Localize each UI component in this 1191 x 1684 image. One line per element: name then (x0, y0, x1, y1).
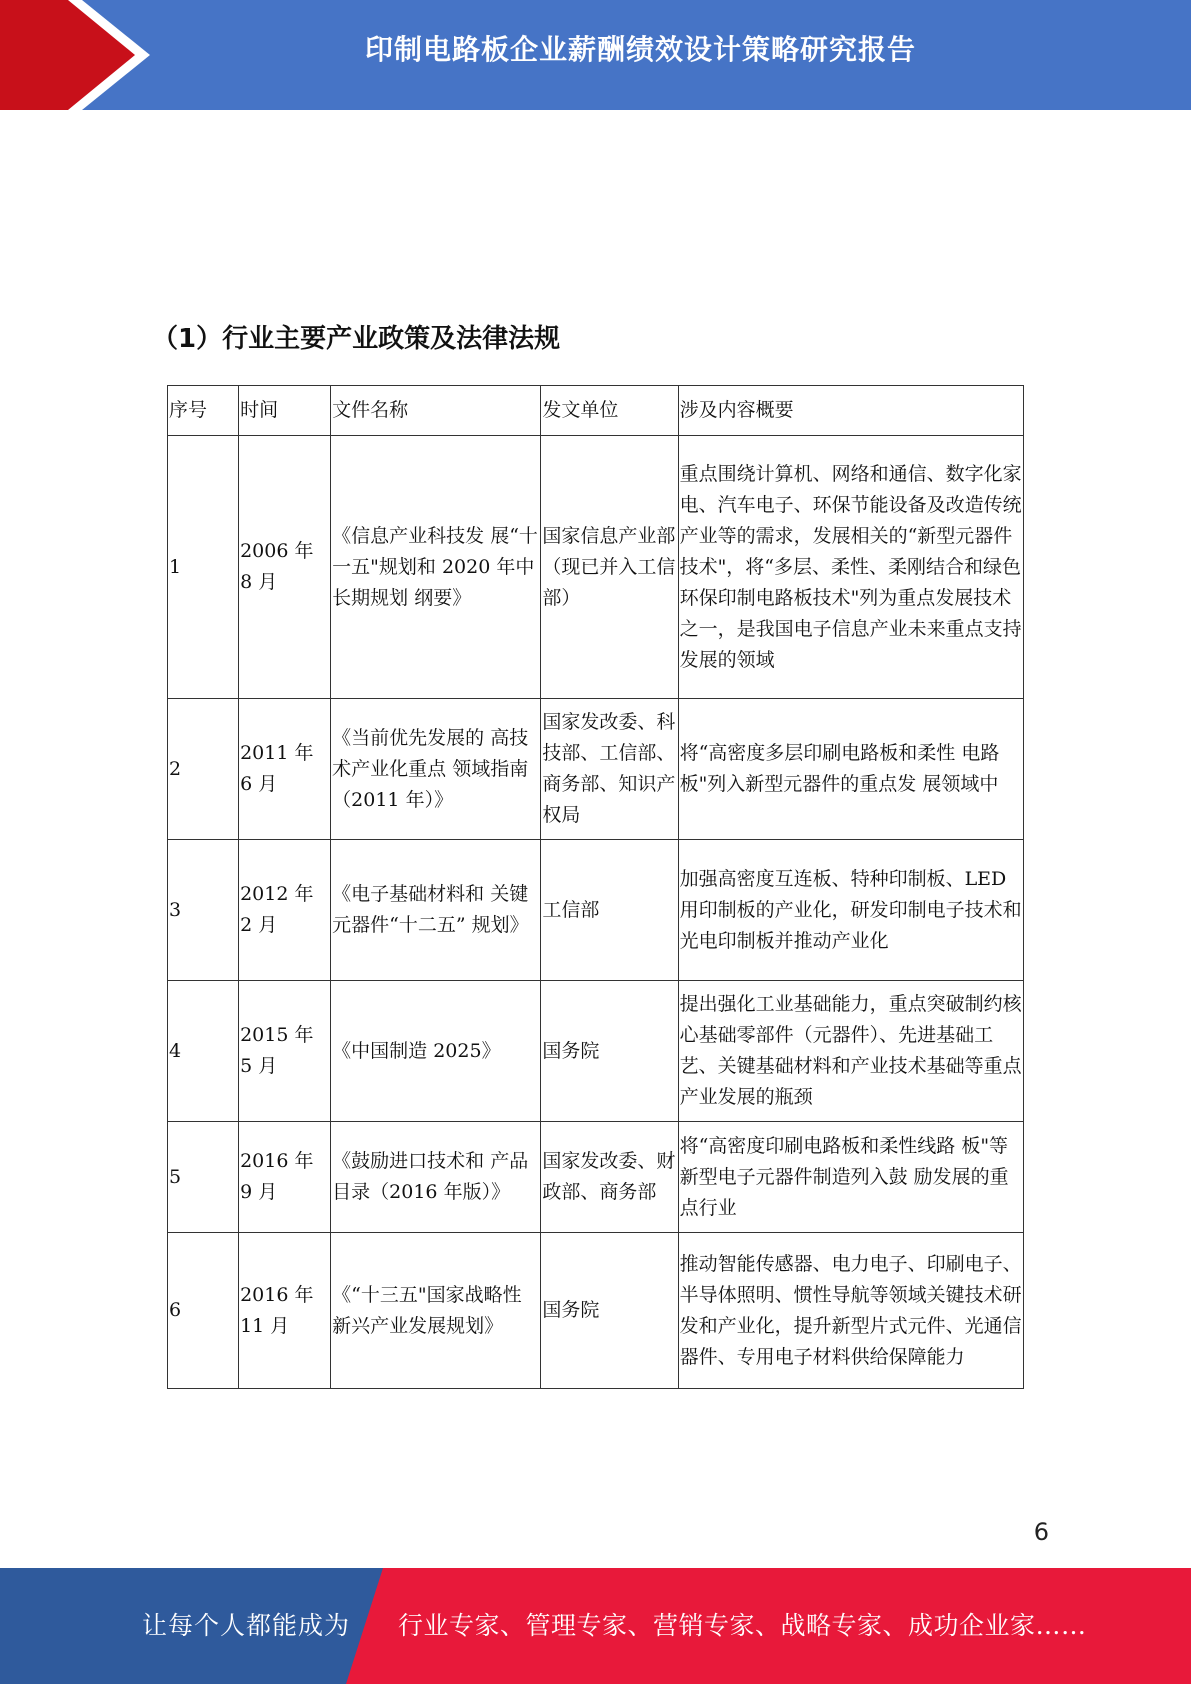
cell-issuer: 国家发改委、科技部、工信部、商务部、知识产权局 (541, 699, 678, 840)
cell-document: 《电子基础材料和 关键元器件“十二五” 规划》 (331, 840, 541, 981)
cell-document: 《当前优先发展的 高技术产业化重点 领域指南（2011 年）》 (331, 699, 541, 840)
cell-no: 4 (168, 981, 239, 1122)
cell-summary: 将“高密度多层印刷电路板和柔性 电路板"列入新型元器件的重点发 展领域中 (678, 699, 1023, 840)
table-row (168, 981, 1024, 1122)
cell-summary: 提出强化工业基础能力，重点突破制约核心基础零部件（元器件）、先进基础工艺、关键基础材料和产业技术基础等重点产业发展的瓶颈 (678, 981, 1023, 1122)
cell-no: 1 (168, 436, 239, 699)
table-row (168, 1122, 1024, 1233)
cell-issuer: 国务院 (541, 1233, 678, 1389)
section-heading: （1）行业主要产业政策及法律法规 (152, 324, 561, 354)
cell-time: 2016 年 11 月 (239, 1233, 331, 1389)
table-row (168, 436, 1024, 699)
page-number: 6 (1033, 1518, 1049, 1546)
cell-summary: 重点围绕计算机、网络和通信、数字化家电、汽车电子、环保节能设备及改造传统产业等的需求，发展相关的“新型元器件技术"，将“多层、柔性、柔刚结合和绿色环保印制电路板技术"列为重点发展技术 之一，是我国电子信息产业未来重点支持发展的领域 (678, 436, 1023, 699)
cell-no: 3 (168, 840, 239, 981)
column-header-summary: 涉及内容概要 (678, 386, 1023, 436)
table-row (168, 699, 1024, 840)
cell-document: 《“十三五"国家战略性新兴产业发展规划》 (331, 1233, 541, 1389)
table-row (168, 1233, 1024, 1389)
cell-time: 2011 年 6 月 (239, 699, 331, 840)
cell-summary: 将“高密度印刷电路板和柔性线路 板"等新型电子元器件制造列入鼓 励发展的重点行业 (678, 1122, 1023, 1233)
cell-issuer: 工信部 (541, 840, 678, 981)
column-header-document: 文件名称 (331, 386, 541, 436)
cell-issuer: 国家发改委、财政部、商务部 (541, 1122, 678, 1233)
footer-slogan-right: 行业专家、管理专家、营销专家、战略专家、成功企业家…… (398, 1611, 1087, 1640)
cell-summary: 加强高密度互连板、特种印制板、LED 用印制板的产业化，研发印制电子技术和光电印制板并推动产业化 (678, 840, 1023, 981)
column-header-time: 时间 (239, 386, 331, 436)
cell-document: 《中国制造 2025》 (331, 981, 541, 1122)
column-header-no: 序号 (168, 386, 239, 436)
column-header-issuer: 发文单位 (541, 386, 678, 436)
cell-summary: 推动智能传感器、电力电子、印刷电子、半导体照明、惯性导航等领域关键技术研发和产业化，提升新型片式元件、光通信器件、专用电子材料供给保障能力 (678, 1233, 1023, 1389)
policy-table (167, 385, 1024, 1389)
cell-no: 2 (168, 699, 239, 840)
cell-time: 2012 年 2 月 (239, 840, 331, 981)
cell-time: 2016 年 9 月 (239, 1122, 331, 1233)
cell-document: 《信息产业科技发 展“十一五"规划和 2020 年中长期规划 纲要》 (331, 436, 541, 699)
footer-band (0, 1568, 1191, 1684)
cell-issuer: 国务院 (541, 981, 678, 1122)
cell-no: 5 (168, 1122, 239, 1233)
cell-document: 《鼓励进口技术和 产品目录（2016 年版）》 (331, 1122, 541, 1233)
cell-issuer: 国家信息产业部（现已并入工信部） (541, 436, 678, 699)
table-row (168, 840, 1024, 981)
cell-no: 6 (168, 1233, 239, 1389)
table-header-row (168, 386, 1024, 436)
footer-slogan-left: 让每个人都能成为 (142, 1611, 351, 1640)
cell-time: 2006 年 8 月 (239, 436, 331, 699)
cell-time: 2015 年 5 月 (239, 981, 331, 1122)
report-title: 印制电路板企业薪酬绩效设计策略研究报告 (364, 33, 916, 66)
